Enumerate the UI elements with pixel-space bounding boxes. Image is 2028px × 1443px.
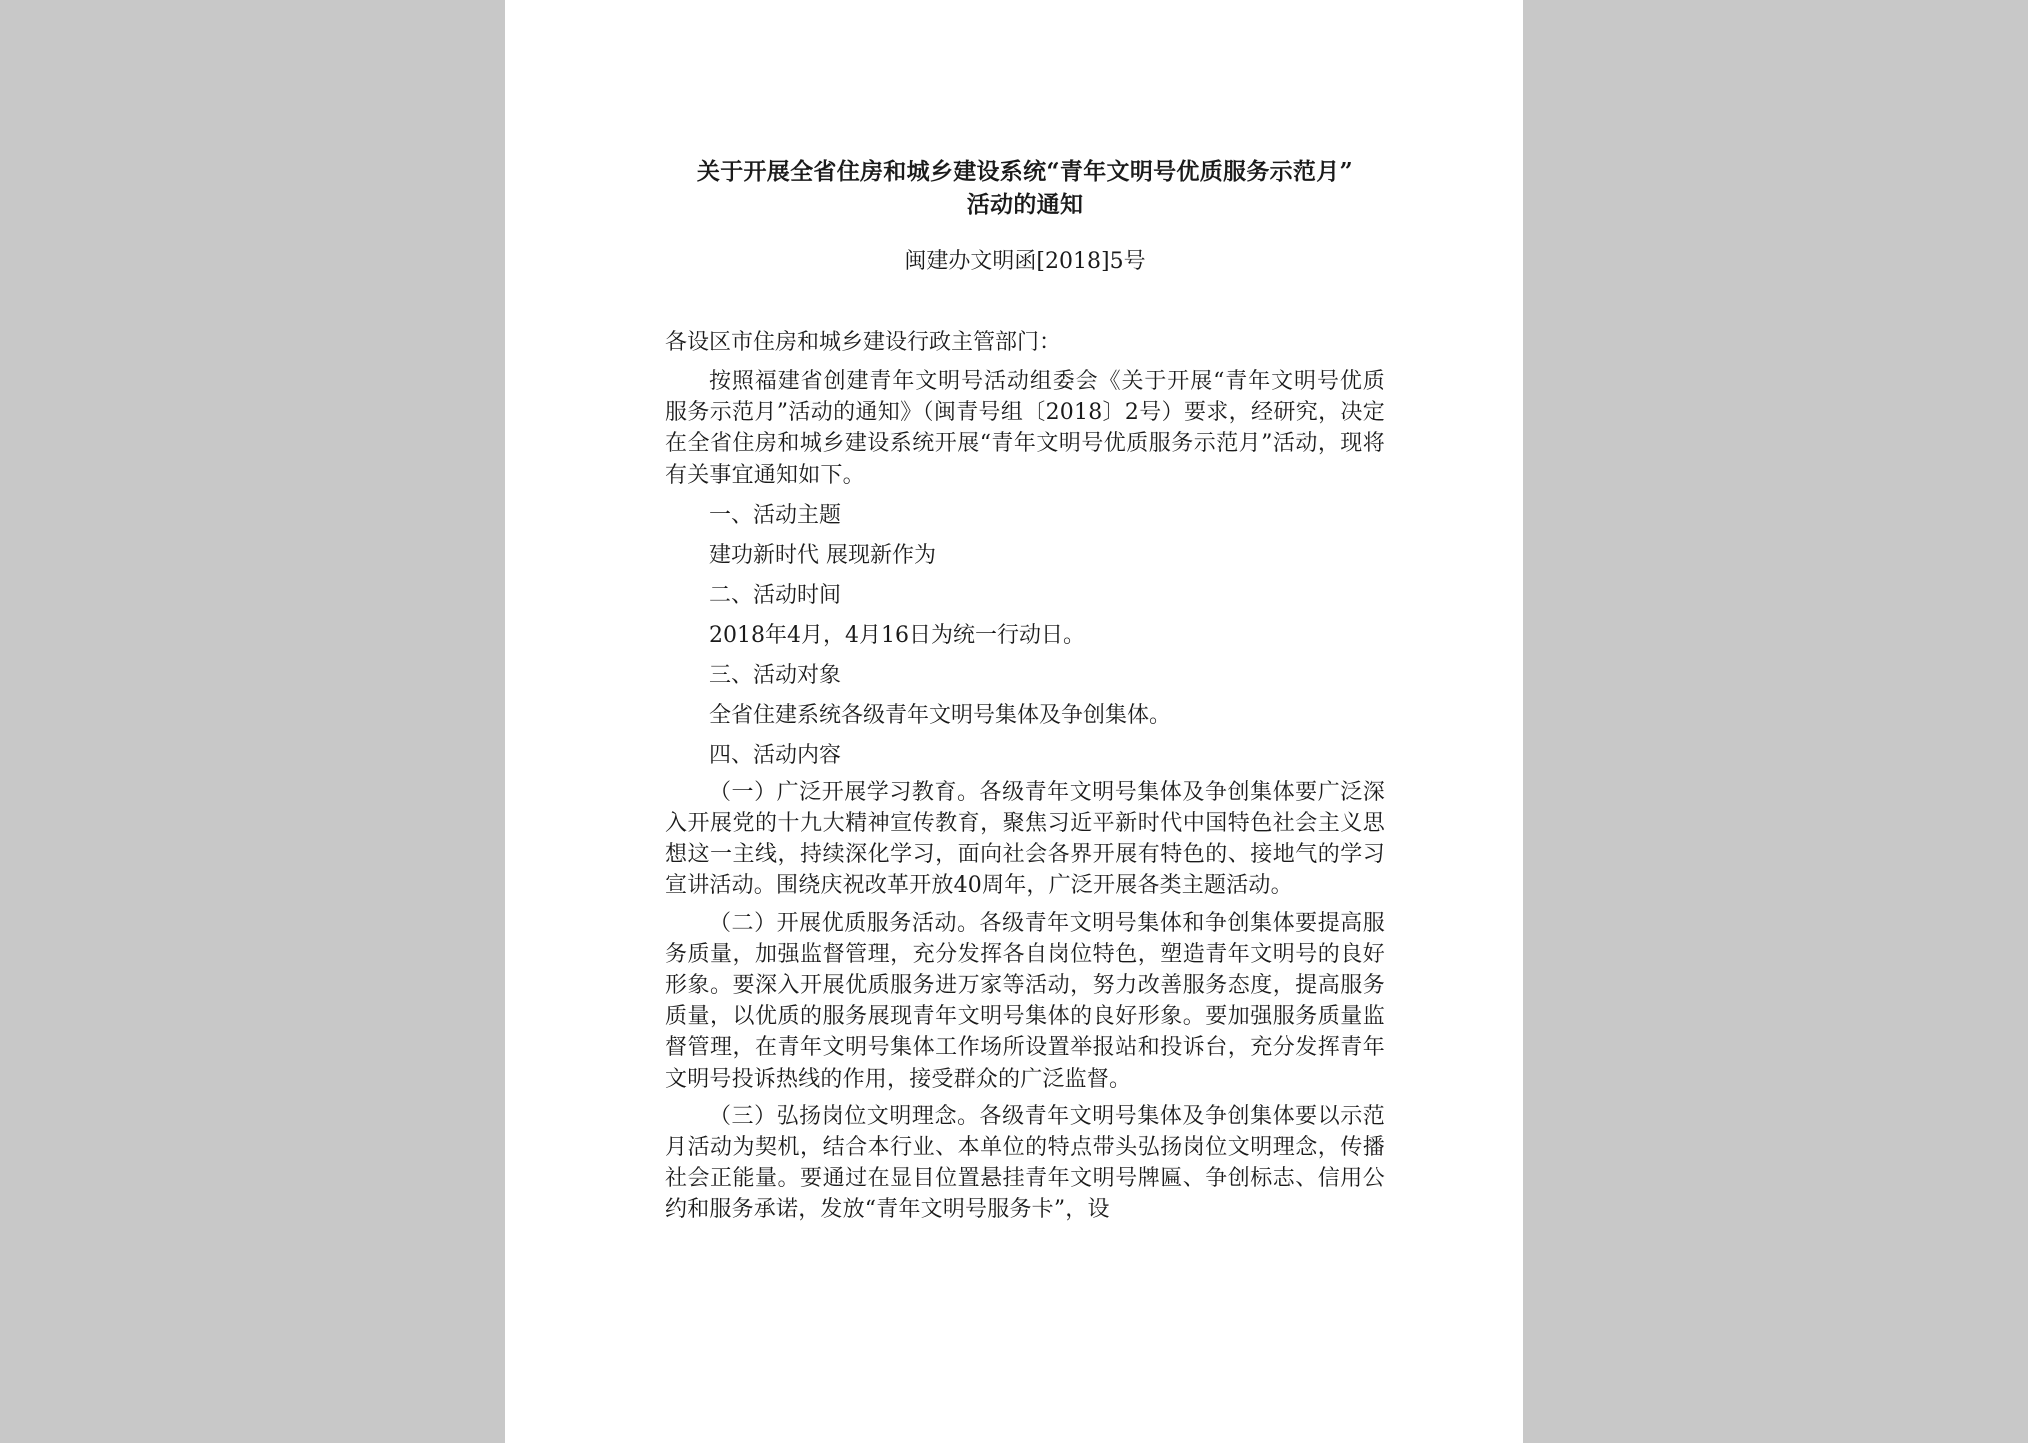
- salutation: 各设区市住房和城乡建设行政主管部门：: [665, 330, 1062, 355]
- section-4-item-3: （三）弘扬岗位文明理念。各级青年文明号集体及争创集体要以示范月活动为契机，结合本行业、本单位的特点带头弘扬岗位文明理念，传播社会正能量。要通过在显目位置悬挂青年文明号牌匾、争创标志、信用公约和服务承诺，发放“青年文明号服务卡”，设: [665, 1103, 1385, 1223]
- section-3-heading: 三、活动对象: [709, 662, 842, 688]
- section-2-body: 2018年4月，4月16日为统一行动日。: [709, 622, 1085, 648]
- section-1-heading: 一、活动主题: [709, 502, 842, 528]
- title-line-1: 关于开展全省住房和城乡建设系统“青年文明号优质服务示范月”: [696, 158, 1354, 185]
- document-page: [505, 0, 1523, 1443]
- title-line-2: 活动的通知: [966, 191, 1084, 218]
- document-title: [665, 155, 1385, 221]
- intro-paragraph: 按照福建省创建青年文明号活动组委会《关于开展“青年文明号优质服务示范月”活动的通知》（闽青号组〔2018〕2号）要求，经研究，决定在全省住房和城乡建设系统开展“青年文明号优质服务示范月”活动，现将有关事宜通知如下。: [665, 369, 1385, 488]
- document-number: 闽建办文明函[2018]5号: [904, 249, 1146, 274]
- document-content: [665, 155, 1385, 1226]
- section-1-body: 建功新时代 展现新作为: [709, 542, 936, 568]
- section-4-heading: 四、活动内容: [709, 742, 842, 768]
- section-4-item-1: （一）广泛开展学习教育。各级青年文明号集体及争创集体要广泛深入开展党的十九大精神宣传教育，聚焦习近平新时代中国特色社会主义思想这一主线，持续深化学习，面向社会各界开展有特色的、接地气的学习宣讲活动。围绕庆祝改革开放40周年，广泛开展各类主题活动。: [665, 779, 1385, 899]
- section-4-item-2: （二）开展优质服务活动。各级青年文明号集体和争创集体要提高服务质量，加强监督管理，充分发挥各自岗位特色，塑造青年文明号的良好形象。要深入开展优质服务进万家等活动，努力改善服务态度，提高服务质量，以优质的服务展现青年文明号集体的良好形象。要加强服务质量监督管理，在青年文明号集体工作场所设置举报站和投诉台，充分发挥青年文明号投诉热线的作用，接受群众的广泛监督。: [665, 910, 1385, 1092]
- section-2-heading: 二、活动时间: [709, 582, 842, 608]
- section-3-body: 全省住建系统各级青年文明号集体及争创集体。: [709, 702, 1172, 728]
